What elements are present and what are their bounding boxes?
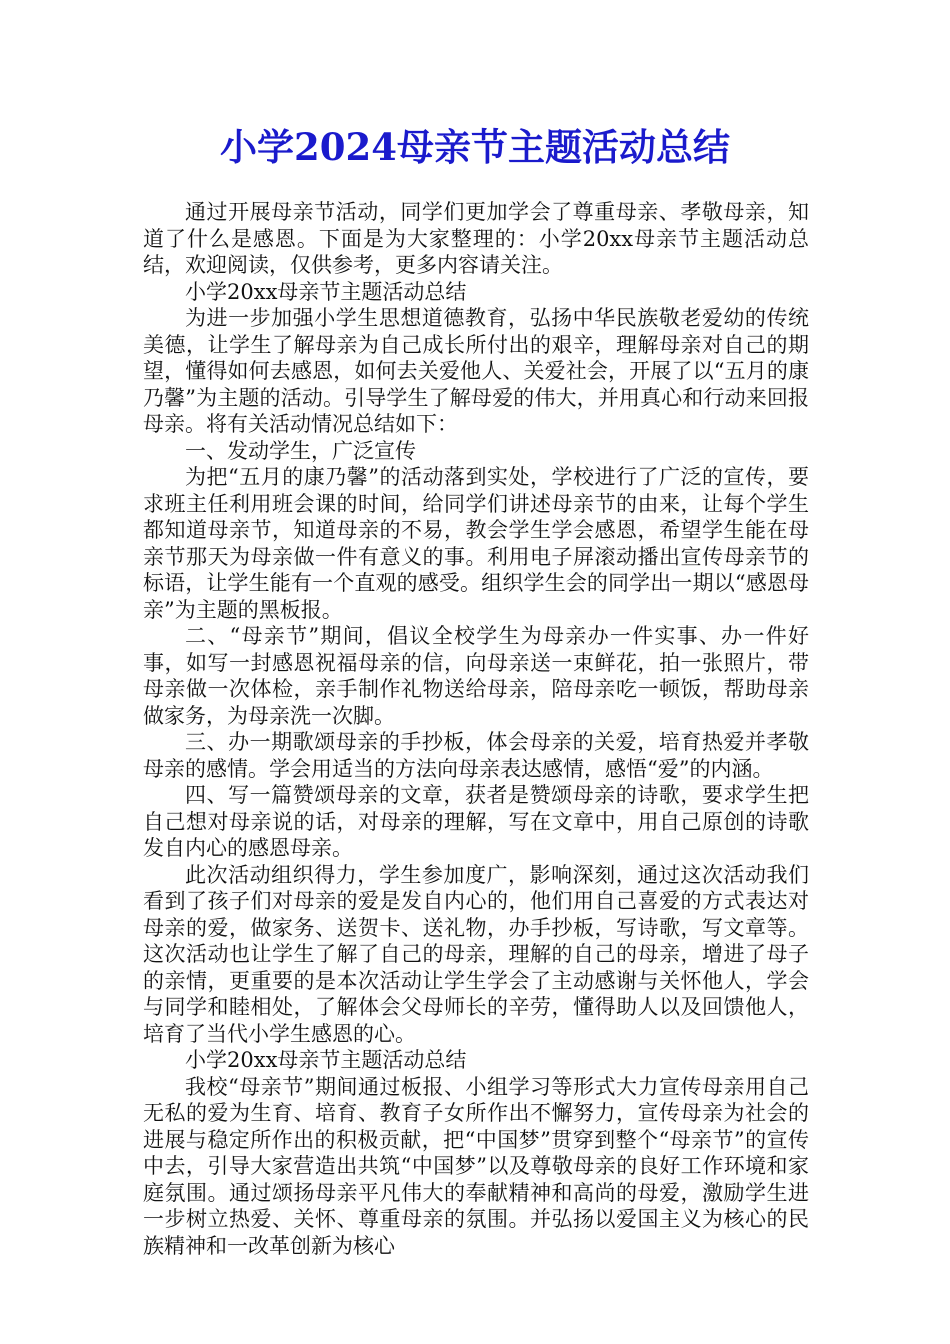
paragraph: 我校“母亲节”期间通过板报、小组学习等形式大力宣传母亲用自己无私的爱为生育、培育、教育子女所作出不懈努力，宣传母亲为社会的进展与稳定所作出的积极贡献，把“中国梦”贯穿到整个“母亲节”的宣传中去，引导大家营造出共筑“中国梦”以及尊敬母亲的良好工作环境和家庭氛围。通过颂扬母亲平凡伟大的奉献精神和高尚的母爱，激励学生进一步树立热爱、关怀、尊重母亲的氛围。并弘扬以爱国主义为核心的民族精神和一改革创新为核心 — [143, 1074, 809, 1258]
paragraph: 四、写一篇赞颂母亲的文章，获者是赞颂母亲的诗歌，要求学生把自己想对母亲说的话，对母亲的理解，写在文章中，用自己原创的诗歌发自内心的感恩母亲。 — [143, 783, 809, 860]
paragraph-intro: 通过开展母亲节活动，同学们更加学会了尊重母亲、孝敬母亲，知道了什么是感恩。下面是为大家整理的：小学20xx母亲节主题活动总结，欢迎阅读，仅供参考，更多内容请关注。 — [143, 200, 809, 277]
paragraph: 为进一步加强小学生思想道德教育，弘扬中华民族敬老爱幼的传统美德，让学生了解母亲为自己成长所付出的艰辛，理解母亲对自己的期望，懂得如何去感恩，如何去关爱他人、关爱社会，开展了以“五月的康乃馨”为主题的活动。引导学生了解母爱的伟大，并用真心和行动来回报母亲。将有关活动情况总结如下： — [143, 306, 809, 436]
paragraph: 二、“母亲节”期间，倡议全校学生为母亲办一件实事、办一件好事，如写一封感恩祝福母亲的信，向母亲送一束鲜花，拍一张照片，带母亲做一次体检，亲手制作礼物送给母亲，陪母亲吃一顿饭，帮助母亲做家务，为母亲洗一次脚。 — [143, 624, 809, 728]
paragraph: 为把“五月的康乃馨”的活动落到实处，学校进行了广泛的宣传，要求班主任利用班会课的时间，给同学们讲述母亲节的由来，让每个学生都知道母亲节，知道母亲的不易，教会学生学会感恩，希望学生能在母亲节那天为母亲做一件有意义的事。利用电子屏滚动播出宣传母亲节的标语，让学生能有一个直观的感受。组织学生会的同学出一期以“感恩母亲”为主题的黑板报。 — [143, 465, 809, 622]
subsection-heading: 一、发动学生，广泛宣传 — [185, 438, 416, 463]
section-heading: 小学20xx母亲节主题活动总结 — [185, 279, 467, 304]
document-title: 小学2024母亲节主题活动总结 — [220, 125, 730, 169]
paragraph: 三、办一期歌颂母亲的手抄板，体会母亲的关爱，培育热爱并孝敬母亲的感情。学会用适当的方法向母亲表达感情，感悟“爱”的内涵。 — [143, 730, 809, 781]
section-heading: 小学20xx母亲节主题活动总结 — [185, 1048, 467, 1072]
paragraph: 此次活动组织得力，学生参加度广，影响深刻，通过这次活动我们看到了孩子们对母亲的爱是发自内心的，他们用自己喜爱的方式表达对母亲的爱，做家务、送贺卡、送礼物，办手抄板，写诗歌，写文章等。这次活动也让学生了解了自己的母亲，理解的自己的母亲，增进了母子的亲情，更重要的是本次活动让学生学会了主动感谢与关怀他人，学会与同学和睦相处，了解体会父母师长的辛劳，懂得助人以及回馈他人，培育了当代小学生感恩的心。 — [143, 862, 809, 1046]
document-body — [143, 199, 809, 1259]
